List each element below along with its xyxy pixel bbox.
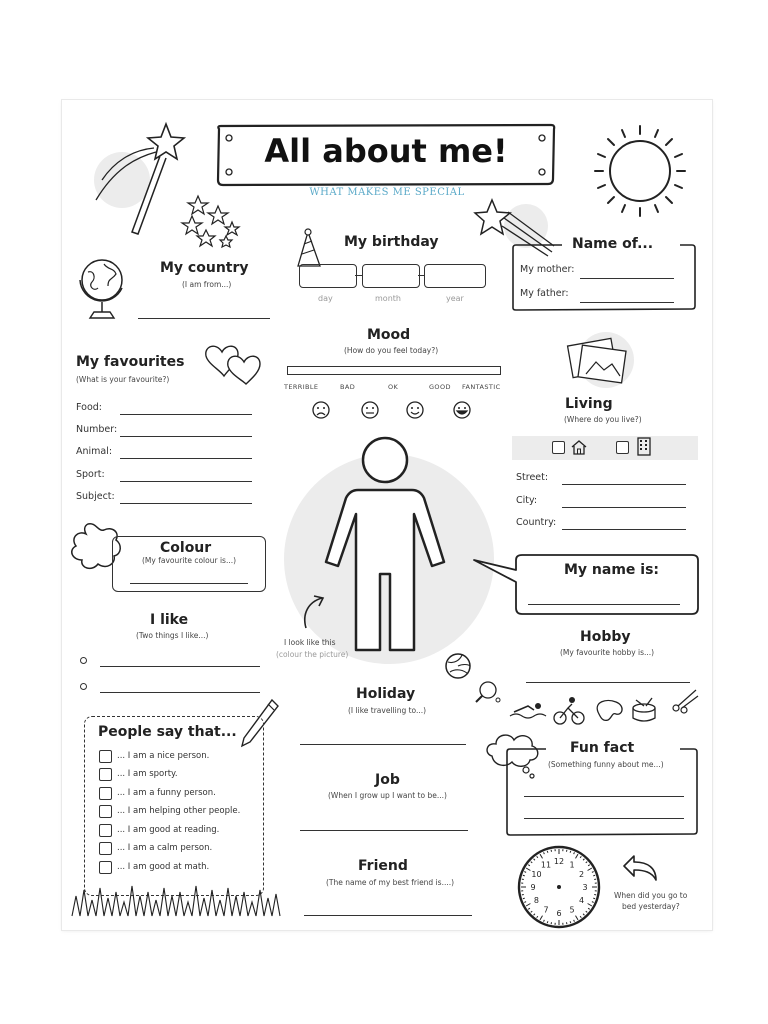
fav-subject-label: Subject:	[76, 491, 115, 502]
look-like-label: I look like this	[284, 638, 336, 647]
street-label: Street:	[516, 472, 549, 483]
people-say-item-7: ... I am good at math.	[117, 862, 210, 872]
people-say-checkbox-5[interactable]	[99, 824, 112, 837]
birthday-month-label: month	[375, 294, 401, 303]
mood-terrible-label: TERRIBLE	[284, 383, 319, 391]
fav-animal-line[interactable]	[120, 458, 252, 459]
people-say-checkbox-1[interactable]	[99, 750, 112, 763]
mood-faces	[310, 400, 480, 422]
job-hint: (When I grow up I want to be...)	[328, 791, 447, 800]
hobby-hint: (My favourite hobby is...)	[560, 648, 655, 657]
living-country-line[interactable]	[562, 529, 686, 530]
bedtime-question-1: When did you go to	[614, 891, 688, 900]
clock-numeral: 12	[553, 857, 565, 866]
birthday-month-box[interactable]	[362, 264, 420, 288]
fav-sport-line[interactable]	[120, 481, 252, 482]
fav-food-line[interactable]	[120, 414, 252, 415]
mood-bad-label: BAD	[340, 383, 356, 391]
father-label: My father:	[520, 288, 569, 299]
mood-ok-label: OK	[388, 383, 399, 391]
clock-numeral: 2	[578, 870, 585, 879]
people-say-item-5: ... I am good at reading.	[117, 825, 220, 835]
mood-heading: Mood	[367, 327, 411, 343]
living-type-bar	[512, 436, 698, 460]
i-like-line-1[interactable]	[100, 666, 260, 667]
people-say-item-6: ... I am a calm person.	[117, 843, 213, 853]
father-answer-line[interactable]	[580, 302, 674, 303]
apartment-checkbox[interactable]	[616, 441, 629, 454]
fav-number-line[interactable]	[120, 436, 252, 437]
people-say-item-4: ... I am helping other people.	[117, 806, 241, 816]
mood-hint: (How do you feel today?)	[344, 346, 439, 355]
country-hint: (I am from...)	[182, 280, 232, 289]
fav-number-label: Number:	[76, 424, 118, 435]
person-figure[interactable]	[320, 432, 450, 656]
living-hint: (Where do you live?)	[564, 415, 642, 424]
holiday-hint: (I like travelling to...)	[348, 706, 427, 715]
people-say-item-2: ... I am sporty.	[117, 769, 178, 779]
people-say-checkbox-6[interactable]	[99, 842, 112, 855]
bedtime-question-2: bed yesterday?	[622, 902, 680, 911]
ball-icon	[444, 652, 472, 680]
curved-arrow-icon	[298, 594, 328, 630]
sun-icon	[590, 122, 690, 218]
clock-numeral: 9	[530, 883, 536, 892]
people-say-item-1: ... I am a nice person.	[117, 751, 210, 761]
birthday-year-label: year	[446, 294, 464, 303]
birthday-year-box[interactable]	[424, 264, 486, 288]
people-say-checkbox-7[interactable]	[99, 861, 112, 874]
my-name-heading: My name is:	[564, 562, 660, 578]
clock-numeral: 3	[582, 883, 588, 892]
photos-icon	[562, 328, 640, 394]
people-say-checkbox-3[interactable]	[99, 787, 112, 800]
name-of-heading: Name of...	[568, 236, 657, 252]
colour-picture-label: (colour the picture)	[276, 650, 349, 659]
friend-heading: Friend	[358, 858, 408, 874]
country-answer-line[interactable]	[138, 318, 270, 319]
i-like-line-2[interactable]	[100, 692, 260, 693]
people-say-heading: People say that...	[98, 724, 237, 740]
colour-heading: Colour	[160, 540, 212, 556]
worksheet	[62, 100, 712, 930]
favourites-hint: (What is your favourite?)	[76, 375, 170, 384]
back-arrow-icon	[620, 852, 660, 882]
city-line[interactable]	[562, 507, 686, 508]
holiday-answer-line[interactable]	[300, 744, 466, 745]
i-like-hint: (Two things I like...)	[136, 631, 209, 640]
hobby-icons	[472, 678, 708, 726]
page-subtitle: WHAT MAKES ME SPECIAL	[309, 187, 465, 198]
friend-hint: (The name of my best friend is....)	[326, 878, 455, 887]
hobby-heading: Hobby	[580, 629, 631, 645]
job-answer-line[interactable]	[300, 830, 468, 831]
job-heading: Job	[375, 772, 400, 788]
fav-animal-label: Animal:	[76, 446, 113, 457]
clock-numeral: 8	[533, 896, 540, 905]
magic-wand-icon	[84, 122, 184, 232]
fun-fact-line-1[interactable]	[524, 796, 684, 797]
stars-icon	[180, 194, 250, 250]
favourites-heading: My favourites	[76, 354, 185, 370]
city-label: City:	[516, 495, 538, 506]
colour-hint: (My favourite colour is...)	[142, 556, 237, 565]
mother-answer-line[interactable]	[580, 278, 674, 279]
page-title: All about me!	[264, 132, 508, 170]
globe-icon	[74, 252, 134, 324]
living-heading: Living	[565, 396, 613, 412]
clock-numeral: 7	[543, 905, 549, 915]
clock-numeral: 1	[569, 860, 575, 870]
i-like-bullet-1	[80, 657, 87, 664]
apartment-icon	[636, 437, 652, 457]
holiday-heading: Holiday	[356, 686, 416, 702]
people-say-checkbox-4[interactable]	[99, 805, 112, 818]
birthday-day-label: day	[318, 294, 333, 303]
clock-numeral: 5	[569, 905, 575, 915]
friend-answer-line[interactable]	[304, 915, 472, 916]
fav-food-label: Food:	[76, 402, 102, 413]
fav-sport-label: Sport:	[76, 469, 105, 480]
grass-decoration	[72, 882, 282, 918]
colour-answer-line[interactable]	[130, 583, 248, 584]
i-like-bullet-2	[80, 683, 87, 690]
birthday-day-box[interactable]	[299, 264, 357, 288]
street-line[interactable]	[562, 484, 686, 485]
country-heading: My country	[160, 260, 249, 276]
mood-good-label: GOOD	[429, 383, 451, 391]
fun-fact-heading: Fun fact	[570, 740, 635, 756]
clock-numeral: 10	[531, 870, 542, 879]
mood-fantastic-label: FANTASTIC	[462, 383, 501, 391]
clock-numeral: 11	[540, 860, 552, 870]
my-name-answer-line[interactable]	[528, 604, 680, 605]
fav-subject-line[interactable]	[120, 503, 252, 504]
clock-icon[interactable]	[516, 844, 602, 930]
mother-label: My mother:	[520, 264, 575, 275]
people-say-item-3: ... I am a funny person.	[117, 788, 216, 798]
living-country-label: Country:	[516, 517, 557, 528]
i-like-heading: I like	[150, 612, 189, 628]
birthday-heading: My birthday	[344, 234, 439, 250]
house-icon	[570, 439, 588, 455]
mood-scale-bar[interactable]	[287, 366, 501, 375]
house-checkbox[interactable]	[552, 441, 565, 454]
fun-fact-line-2[interactable]	[524, 818, 684, 819]
people-say-checkbox-2[interactable]	[99, 768, 112, 781]
clock-numeral: 6	[556, 909, 562, 918]
clock-numeral: 4	[578, 896, 585, 905]
party-hat-icon	[294, 228, 324, 268]
hearts-icon	[202, 340, 264, 384]
fun-fact-hint: (Something funny about me...)	[548, 760, 664, 769]
